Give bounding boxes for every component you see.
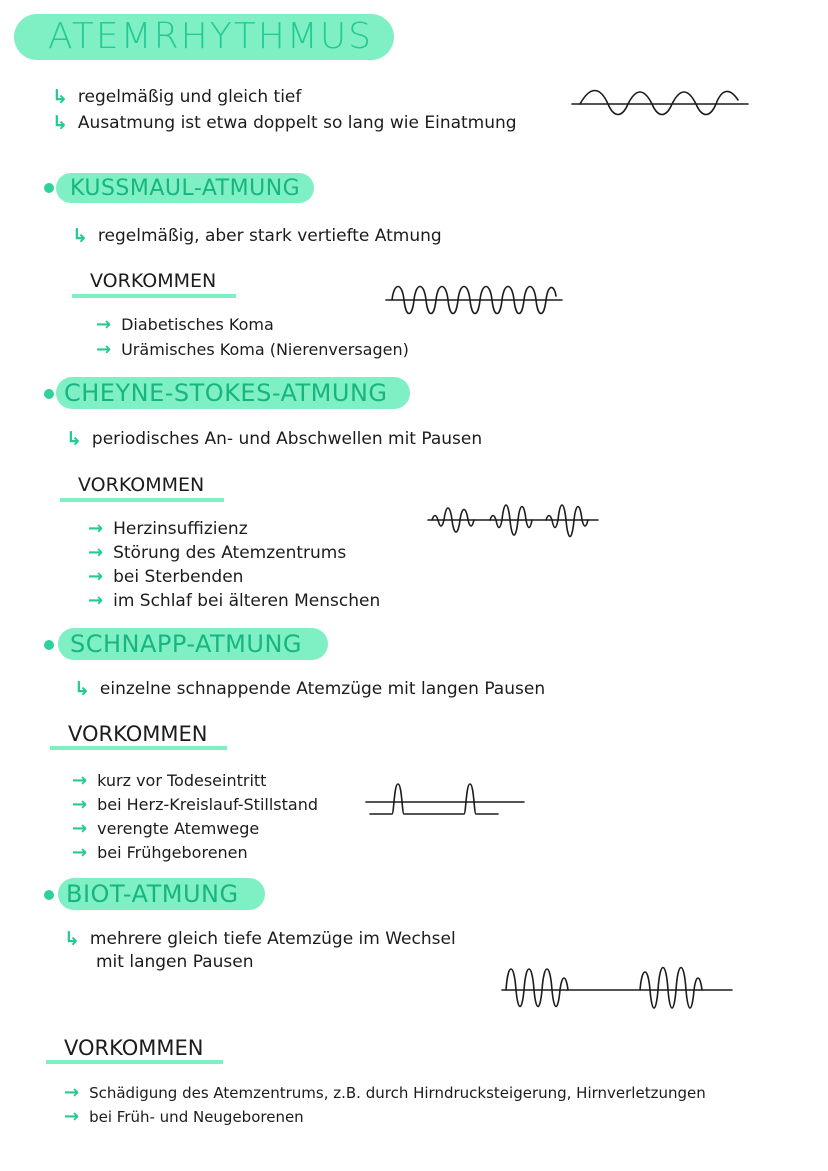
list-item-text: Störung des Atemzentrums	[113, 542, 347, 563]
arrow-icon: →	[72, 818, 88, 839]
arrow-icon: →	[64, 1106, 80, 1127]
list-item	[72, 794, 318, 815]
hook-arrow-icon: ↳	[52, 112, 68, 134]
page-title: ATEMRHYTHMUS	[48, 16, 374, 57]
description-text: periodisches An- und Abschwellen mit Pausen	[91, 429, 483, 449]
intro-text: regelmäßig und gleich tief	[77, 87, 302, 107]
subheading-vorkommen: VORKOMMEN	[72, 270, 236, 298]
list-item-text: im Schlaf bei älteren Menschen	[113, 590, 381, 611]
list-item	[96, 339, 409, 360]
list-item-text: Diabetisches Koma	[121, 315, 274, 334]
subheading-vorkommen: VORKOMMEN	[50, 722, 227, 750]
description-text: mit langen Pausen	[96, 952, 254, 972]
section-heading-biot	[58, 878, 265, 910]
list-item	[72, 770, 266, 791]
hook-arrow-icon: ↳	[64, 928, 80, 950]
list-item-text: Urämisches Koma (Nierenversagen)	[121, 340, 409, 359]
description-text: regelmäßig, aber stark vertiefte Atmung	[97, 226, 442, 246]
list-item-text: bei Herz-Kreislauf-Stillstand	[97, 795, 318, 814]
bullet-dot	[44, 183, 54, 193]
hook-arrow-icon: ↳	[74, 678, 90, 700]
arrow-icon: →	[88, 518, 104, 539]
section-title: SCHNAPP-ATMUNG	[70, 630, 302, 658]
intro-text: Ausatmung ist etwa doppelt so lang wie Einatmung	[77, 113, 517, 133]
list-item-text: Schädigung des Atemzentrums, z.B. durch Hirndrucksteigerung, Hirnverletzungen	[89, 1083, 706, 1102]
arrow-icon: →	[96, 314, 112, 335]
arrow-icon: →	[88, 590, 104, 611]
subheading-vorkommen: VORKOMMEN	[46, 1036, 223, 1064]
section-heading-kussmaul	[56, 173, 314, 203]
list-item	[88, 590, 380, 611]
arrow-icon: →	[72, 794, 88, 815]
list-item-text: bei Sterbenden	[113, 566, 244, 587]
section-heading-schnapp	[58, 628, 328, 660]
schnapp-wave-icon	[364, 778, 528, 822]
intro-line-2	[52, 112, 517, 134]
section-description	[64, 928, 456, 950]
arrow-icon: →	[88, 566, 104, 587]
section-title: KUSSMAUL-ATMUNG	[70, 175, 301, 201]
list-item	[96, 314, 274, 335]
arrow-icon: →	[72, 770, 88, 791]
hook-arrow-icon: ↳	[66, 428, 82, 450]
section-description	[72, 225, 442, 247]
section-description-continued	[96, 952, 253, 972]
bullet-dot	[44, 640, 54, 650]
list-item	[88, 518, 248, 539]
arrow-icon: →	[88, 542, 104, 563]
kussmaul-wave-icon	[384, 276, 564, 322]
section-title: CHEYNE-STOKES-ATMUNG	[64, 379, 388, 407]
arrow-icon: →	[96, 339, 112, 360]
subheading-vorkommen: VORKOMMEN	[60, 474, 224, 502]
intro-line-1	[52, 86, 301, 108]
arrow-icon: →	[64, 1082, 80, 1103]
list-item	[72, 818, 259, 839]
hook-arrow-icon: ↳	[52, 86, 68, 108]
section-title: BIOT-ATMUNG	[66, 880, 239, 908]
list-item-text: bei Früh- und Neugeborenen	[89, 1107, 304, 1126]
list-item-text: bei Frühgeborenen	[97, 843, 248, 862]
list-item	[72, 842, 248, 863]
section-description	[74, 678, 545, 700]
section-description	[66, 428, 482, 450]
list-item	[64, 1082, 706, 1103]
biot-wave-icon	[500, 956, 736, 1018]
list-item	[64, 1106, 304, 1127]
list-item-text: kurz vor Todeseintritt	[97, 771, 267, 790]
normal-breathing-wave-icon	[570, 84, 760, 124]
cheyne-stokes-wave-icon	[426, 492, 602, 548]
list-item-text: Herzinsuffizienz	[113, 518, 248, 539]
list-item-text: verengte Atemwege	[97, 819, 260, 838]
list-item	[88, 542, 346, 563]
arrow-icon: →	[72, 842, 88, 863]
hook-arrow-icon: ↳	[72, 225, 88, 247]
section-heading-cheyne-stokes	[56, 377, 410, 409]
description-text: mehrere gleich tiefe Atemzüge im Wechsel	[89, 929, 456, 949]
bullet-dot	[44, 389, 54, 399]
page-title-highlight	[14, 14, 394, 60]
description-text: einzelne schnappende Atemzüge mit langen Pausen	[99, 679, 546, 699]
bullet-dot	[44, 890, 54, 900]
list-item	[88, 566, 243, 587]
